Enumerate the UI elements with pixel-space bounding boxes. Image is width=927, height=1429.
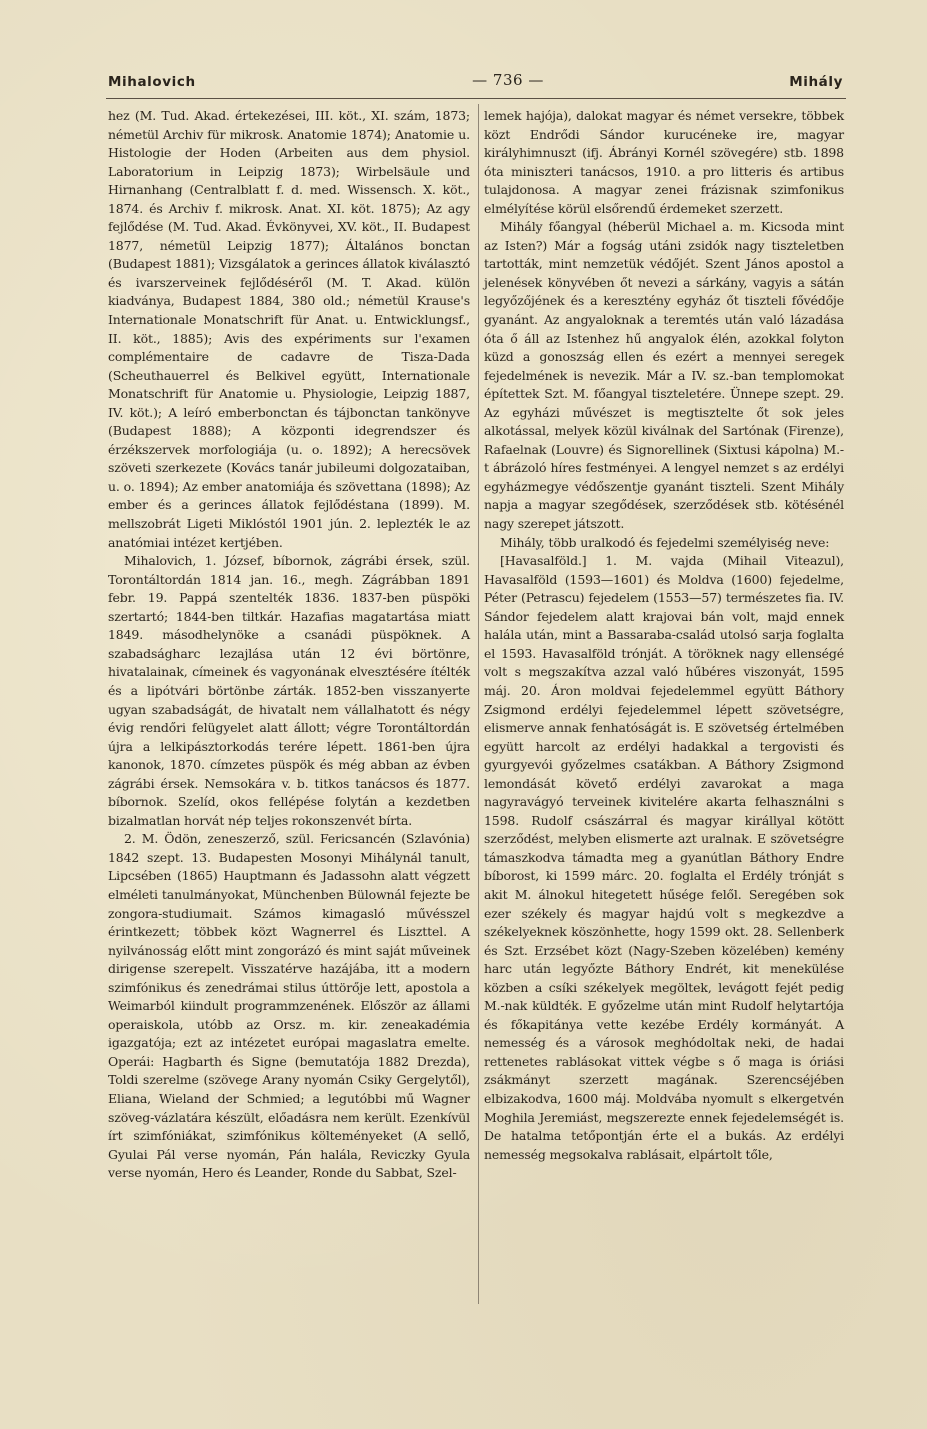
entry-paragraph: Mihály főangyal (héberül Michael a. m. Kicsoda mint az Isten?) Már a fogság utáni zsidók nagy tiszteletben tartották, mint nemzetük védőjét. Szent János apostol a jelenések könyvében őt nevezi a sárkány, vagyis a sátán legyőzőjének és a keresztény egyház őt tiszteli fővédője gyanánt. Az angyaloknak a teremtés után való lázadása óta ő áll az Istenhez hű angyalok élén, azokkal folyton küzd a gonoszság ellen és ezért a mennyei seregek fejedelmének is nevezik. Már a IV. sz.-ban templomokat építettek Szt. M. főangyal tiszteletére. Ünnepe szept. 29. Az egyházi művészet is megtisztelte őt sok jeles alkotással, melyek közül kiválnak del Sartónak (Firenze), Rafaelnak (Louvre) és Signorellinek (Sixtusi kápolna) M.-t ábrázoló híres festményei. A lengyel nemzet s az erdélyi egyházmegye védőszentje gyanánt tiszteli. Szent Mihály napja a magyar szegődések, szerződések stb. kötésénél nagy szerepet játszott. (484, 219, 844, 532)
page-number: — 736 — (472, 71, 544, 89)
right-column (484, 107, 844, 1164)
header-left-word: Mihalovich (108, 74, 196, 90)
entry-paragraph: 2. M. Ödön, zeneszerző, szül. Fericsancén (Szlavónia) 1842 szept. 13. Budapesten Mosonyi Mihálynál tanult, Lipcsében (1865) Hauptmann és Jadassohn alatt végzett elméleti tanulmányokat, Münchenben Bülownál fejezte be zongora-studiumait. Számos kimagasló művésszel érintkezett; többek közt Wagnerrel és Liszttel. A nyilvánosság előtt mint zongorázó és mint saját műveinek dirigense szerepelt. Visszatérve hazájába, itt a modern szimfónikus és zenedrámai stilus úttörője lett, apostola a Weimarból kiindult programmzenének. Először az állami operaiskola, utóbb az Orsz. m. kir. zeneakadémia igazgatója; ezt az intézetet európai magaslatra emelte. Operái: Hagbarth és Signe (bemutatója 1882 Drezda), Toldi szerelme (szövege Arany nyomán Csiky Gergelytől), Eliana, Wieland der Schmied; a legutóbbi mű Wagner szöveg-vázlatára készült, előadásra nem került. Ezenkívül írt szimfóniákat, szimfónikus költeményeket (A sellő, Gyulai Pál verse nyomán, Pán halála, Reviczky Gyula verse nyomán, Hero és Leander, Ronde du Sabbat, Szel- (108, 831, 470, 1181)
entry-paragraph: Mihalovich, 1. József, bíbornok, zágrábi érsek, szül. Torontáltordán 1814 jan. 16., megh. Zágrábban 1891 febr. 19. Pappá szentelték 1836. 1837-ben püspöki szertartó; 1844-ben tiltkár. Hazafias magatartása miatt 1849. másodhelynöke a csanádi püspöknek. A szabadságharc lezajlása után 12 évi börtönre, hivatalainak, címeinek és vagyonának elvesztésére ítélték és a lipótvári börtönbe zárták. 1852-ben visszanyerte ugyan szabadságát, de hivatalt nem vállalhatott és négy évig rendőri felügyelet alatt állott; végre Torontáltordán újra a lelkipásztorkodás terére lépett. 1861-ben újra kanonok, 1870. címzetes püspök és még abban az évben zágrábi érsek. Nemsokára v. b. titkos tanácsos és 1877. bíbornok. Szelíd, okos fellépése folytán a kezdetben bizalmatlan horvát nép teljes rokonszenvét bírta. (108, 553, 470, 828)
entry-paragraph: hez (M. Tud. Akad. értekezései, III. köt., XI. szám, 1873; németül Archiv für mikrosk. Anatomie 1874); Anatomie u. Histologie der Hoden (Arbeiten aus dem physiol. Laboratorium in Leipzig 1873); Wirbelsäule und Hirnanhang (Centralblatt f. d. med. Wissensch. X. köt., 1874. és Archiv f. mikrosk. Anat. XI. köt. 1875); Az agy fejlődése (M. Tud. Akad. Évkönyvei, XV. köt., II. Budapest 1877, németül Leipzig 1877); Általános bonctan (Budapest 1881); Vizsgálatok a gerinces állatok kiválasztó és ivarszerveinek fejlődéséről (M. T. Akad. külön kiadványa, Budapest 1884, 380 old.; németül Krause's Internationale Monatschrift für Anat. u. Entwicklungsf., II. köt., 1885); Avis des expériments sur l'examen complémentaire de cadavre de Tisza-Dada (Scheuthauerrel és Belkivel együtt, Internationale Monatschrift für Anatomie u. Physiologie, Leipzig 1887, IV. köt.); A leíró emberbonctan és tájbonctan tankönyve (Budapest 1888); A központi idegrendszer és érzékszervek morfologiája (u. o. 1892); A herecsövek szöveti szerkezete (Kovács tanár jubileumi dolgozataiban, u. o. 1894); Az ember anatomiája és szövettana (1898); Az ember és a gerinces állatok fejlődéstana (1899). M. mellszobrát Ligeti Miklóstól 1901 jún. 2. leplezték le az anatómiai intézet kertjében. (108, 108, 470, 550)
header-right-word: Mihály (789, 74, 843, 90)
entry-paragraph: [Havasalföld.] 1. M. vajda (Mihail Viteazul), Havasalföld (1593—1601) és Moldva (1600) fejedelme, Péter (Petrascu) fejedelem (1553—57) természetes fia. IV. Sándor fejedelem alatt krajovai bán volt, majd ennek halála után, mint a Bassaraba-család utolsó sarja foglalta el 1593. Havasalföld trónját. A töröknek nagy ellenségé volt s megszakítva azzal való hűbéres viszonyát, 1595 máj. 20. Áron moldvai fejedelemmel együtt Báthory Zsigmond erdélyi fejedelemmel lépett szövetségre, elismerve annak fenhatóságát is. E szövetség értelmében együtt harcolt az erdélyi hadakkal a tergovisti és gyurgyevói győzelmes csatákban. A Báthory Zsigmond lemondását követő erdélyi zavarokat a maga nagyravágyó terveinek kivitelére akarta felhasználni s 1598. Rudolf császárral és magyar királlyal kötött szerződést, melyben elismerte azt uralnak. E szövetségre támaszkodva támadta meg a gyanútlan Báthory Endre bíborost, ki 1599 márc. 20. foglalta el Erdély trónját s akit M. álnokul hitegetett hűsége felől. Seregében sok ezer székely és magyar hajdú volt s megkezdve a székelyeknek köszönhette, hogy 1599 okt. 28. Sellenberk és Szt. Erzsébet közt (Nagy-Szeben közelében) kemény harc után legyőzte Báthory Endrét, kit menekülése közben a csíki székelyek megöltek, levágott fejét pedig M.-nak küldték. E győzelme után mint Rudolf helytartója és főkapitánya vette kezébe Erdély kormányát. A nemesség és a városok meghódoltak neki, de hadai rettenetes rablásokat vittek végbe s ő maga is óriási zsákmányt szerzett magának. Szerencséjében elbizakodva, 1600 máj. Moldvába nyomult s elkergetvén Moghila Jeremiást, megszerezte ennek fejedelemségét is. De hatalma tetőpontján érte el a bukás. Az erdélyi nemesség megsokalva rablásait, elpártolt tőle, (484, 553, 844, 1162)
entry-paragraph: Mihály, több uralkodó és fejedelmi személyiség neve: (500, 534, 830, 550)
header-rule (106, 98, 846, 99)
column-divider (478, 104, 479, 1304)
left-column (108, 107, 470, 1183)
running-header (108, 71, 843, 96)
entry-paragraph: lemek hajója), dalokat magyar és német versekre, többek közt Endrődi Sándor kurucéneke ire, magyar királyhimnuszt (ifj. Ábrányi Kornél szövegére) stb. 1898 óta miniszteri tanácsos, 1910. a pro litteris és artibus tulajdonosa. A magyar zenei frázisnak szimfonikus elmélyítése körül elsőrendű érdemeket szerzett. (484, 108, 844, 216)
